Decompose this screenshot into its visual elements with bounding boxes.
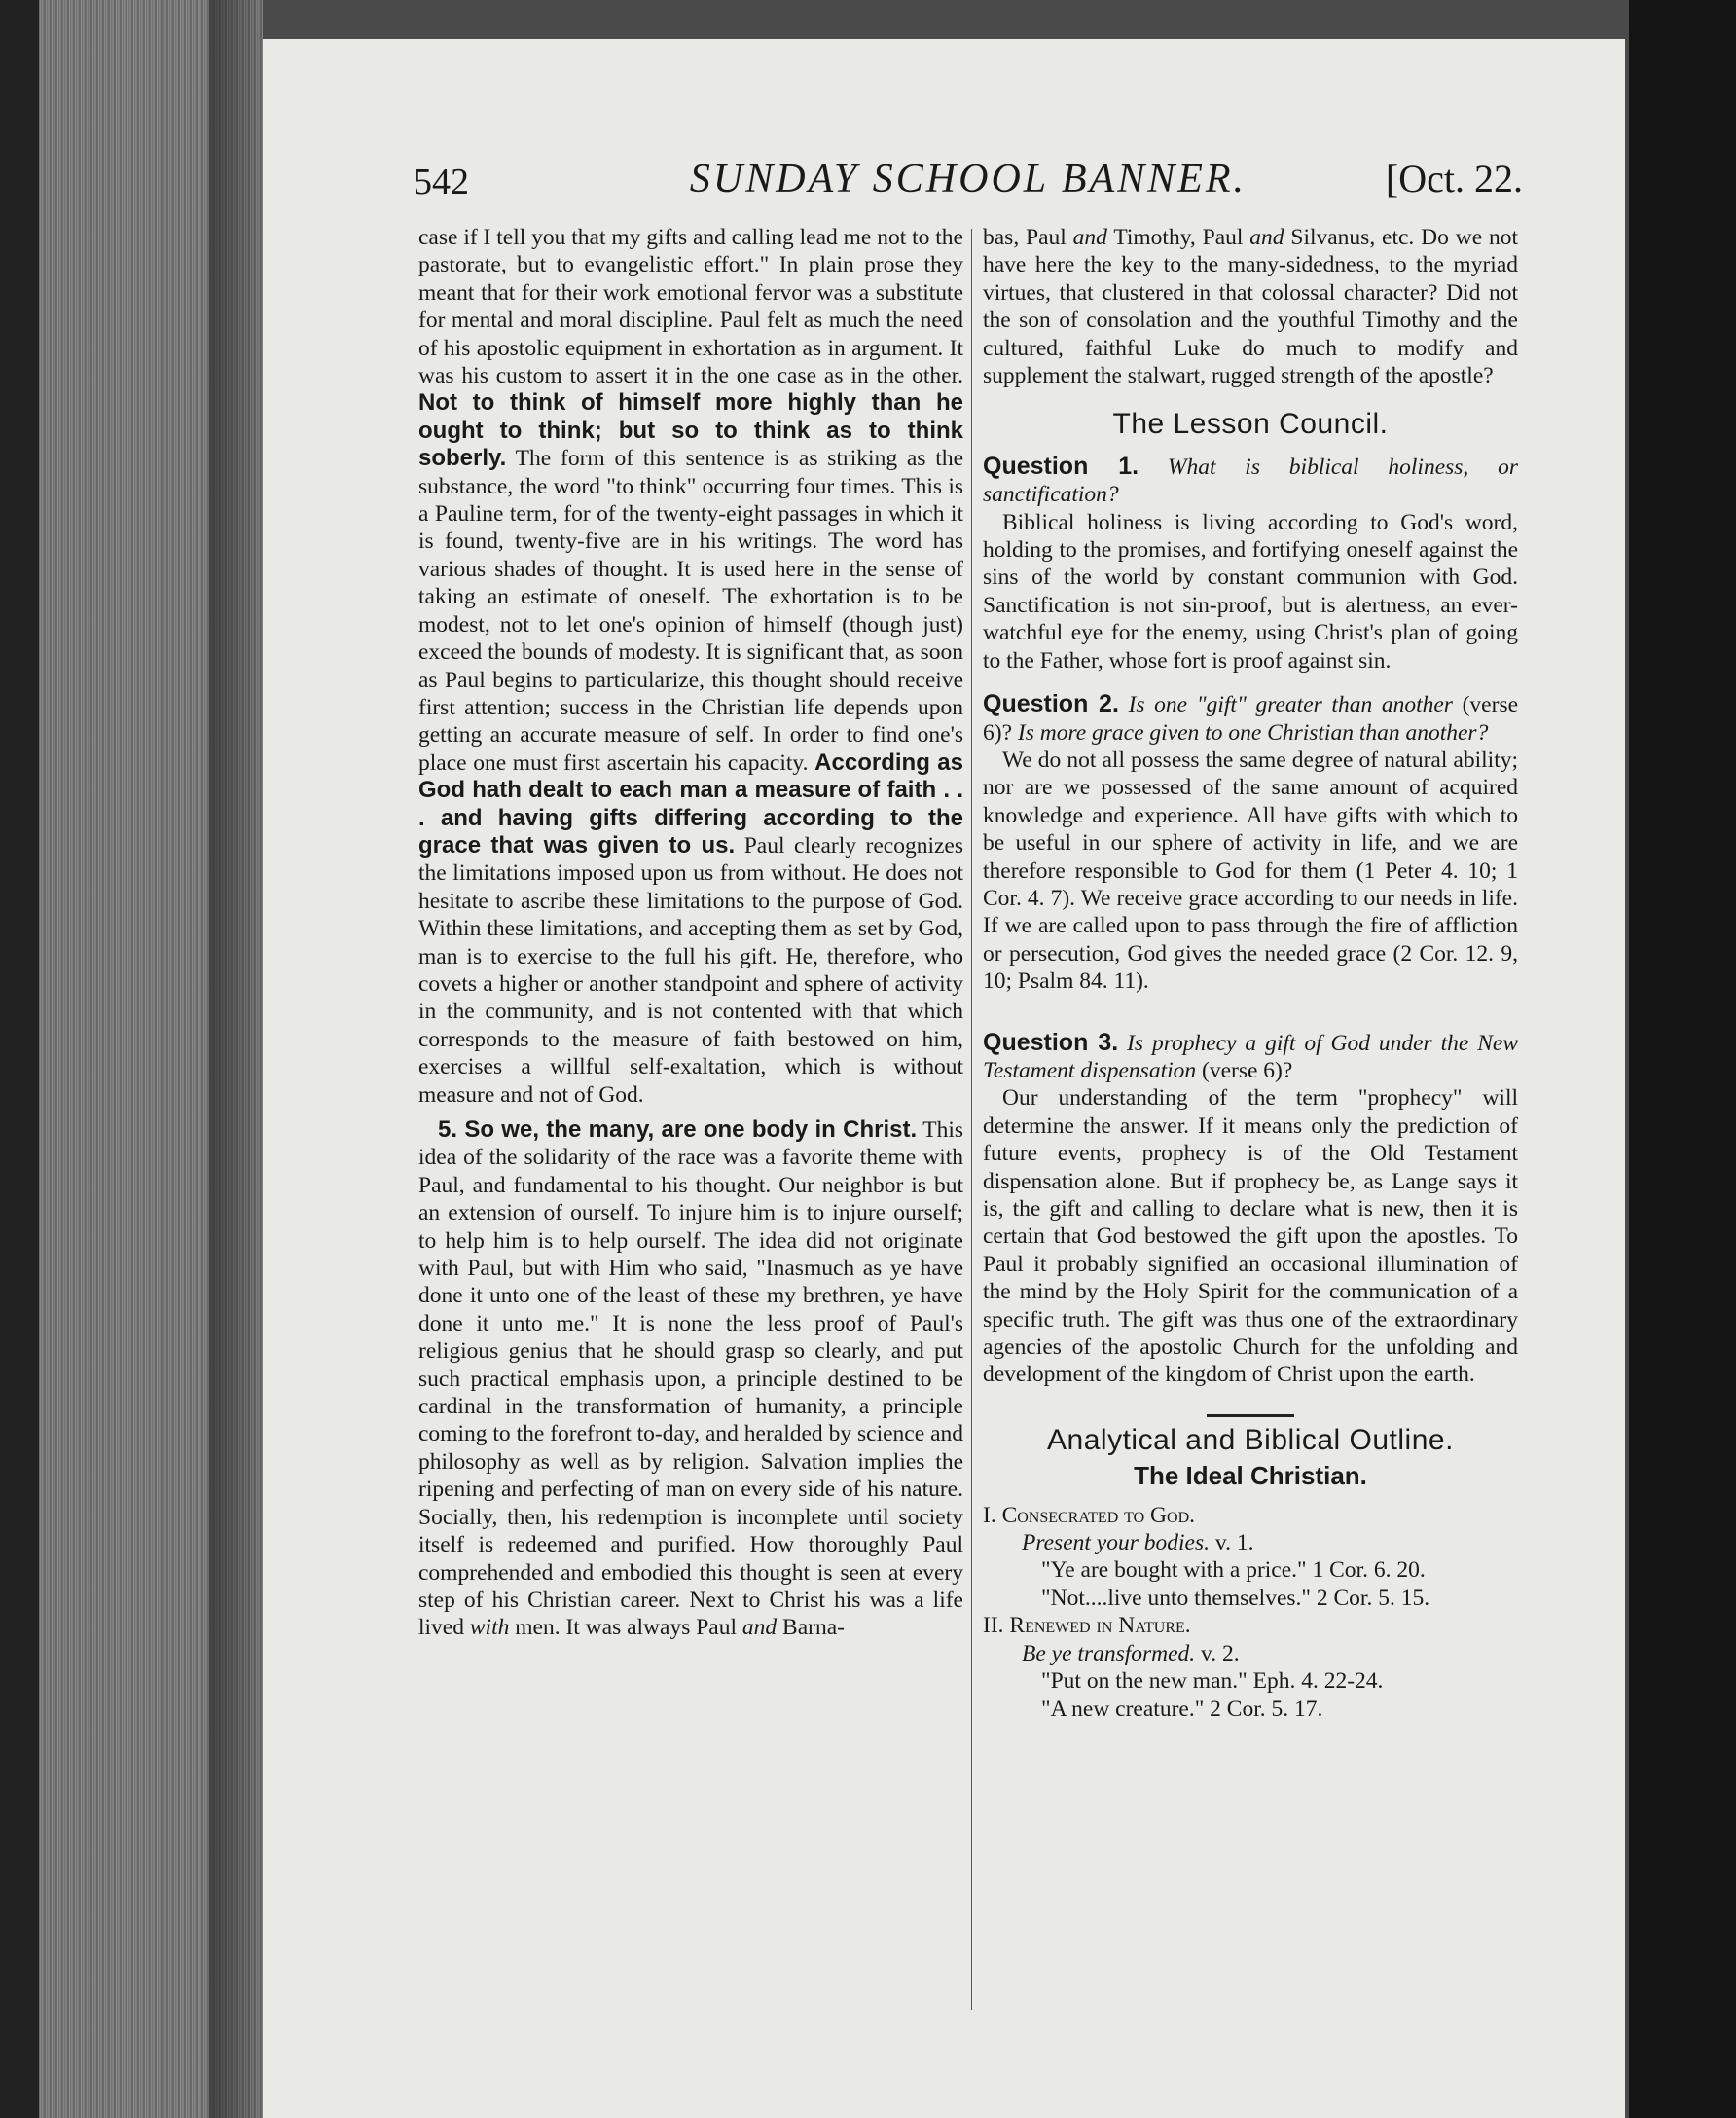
lesson-council-heading: The Lesson Council. [1112, 408, 1389, 441]
outline-key-text: Be ye transformed. [1022, 1640, 1196, 1666]
question-label: Question 2. [983, 690, 1119, 718]
page-header [414, 151, 1523, 219]
italic-word: and [741, 1615, 778, 1641]
verse-ref: (verse 6)? [983, 692, 1519, 746]
question-text: Is more grace given to one Christian than another? [1017, 719, 1489, 746]
answer-2: We do not all possess the same degree of natural ability; nor are we possessed of the same amount of acquired knowledge and experience. All have gifts with which to be useful in our sphere of activity in life, and we are therefore responsible to God for them (1 Peter 4. 10; 1 Cor. 4. 7). We receive grace according to our needs in life. If we are called upon to pass through the fire of affliction or persecution, God gives the needed grace (2 Cor. 12. 9, 10; Psalm 84. 11). [983, 747, 1518, 995]
outline-line: "A new creature." 2 Cor. 5. 17. [1041, 1696, 1323, 1722]
outline-subtitle: The Ideal Christian. [1134, 1461, 1367, 1491]
outline-heading: Analytical and Biblical Outline. [1047, 1423, 1454, 1456]
italic-word: and [1072, 225, 1107, 250]
outline-item-2 [983, 1612, 1518, 1639]
text-run: men. It was always Paul [515, 1615, 738, 1641]
question-2 [983, 690, 1518, 747]
question-1 [983, 453, 1518, 509]
text-run: Paul clearly recognizes the limitations imposed upon us from without. He does not hesitate to ascribe these limitations to the purpose of God. Within these limitations, and accepting them as set by God, man is to exercise to the full his gift. He, therefore, who covets a higher or another standpoint and sphere of activity in the community, and is not contented with that which corresponds to the measure of faith bestowed on him, exercises a willful self-exaltation, which is without measure and not of God. [418, 832, 964, 1108]
left-paragraph-2 [418, 1116, 963, 1642]
outline-ref: v. 2. [1201, 1640, 1240, 1666]
text-run: Barna- [782, 1615, 845, 1641]
bold-verse: According as God hath dealt to each man a measure of faith . . . and having gifts differing according to the grace that was given to us. [418, 749, 963, 858]
outline-heading-text: Consecrated to God. [1001, 1502, 1196, 1528]
running-title: SUNDAY SCHOOL BANNER. [689, 157, 1248, 201]
book-page [263, 39, 1625, 2118]
bold-verse: 5. So we, the many, are one body in Christ. [438, 1116, 918, 1143]
answer-3: Our understanding of the term "prophecy" will determine the answer. If it means only the prediction of future events, prophecy is of the Old Testament dispensation alone. But if prophecy be, as Lange says it is, the gift and calling to declare what is new, then it is certain that God bestowed the gift upon the apostles. To Paul it probably signified an occasional illumination of the mind by the Holy Spirit for the communication of a specific truth. The gift was thus one of the extraordinary agencies of the apostolic Church for the unfolding and development of the kingdom of Christ upon the earth. [983, 1085, 1518, 1388]
column-divider [971, 229, 972, 2010]
text-run: Timothy, Paul [1113, 225, 1244, 250]
left-column [418, 224, 963, 1642]
italic-word: and [1249, 225, 1284, 250]
text-run: case if I tell you that my gifts and calling lead me not to the pastorate, but to evangelistic effort." In plain prose they meant that for their work emotional fervor was a substitute for mental and moral discipline. Paul felt as much the need of his apostolic equipment in exhortation as in argument. It was his custom to assert it in the one case as in the other. [418, 225, 963, 389]
section-rule [1207, 1414, 1294, 1417]
outline-list [983, 1502, 1518, 1723]
outline-line: "Ye are bought with a price." 1 Cor. 6. 20. [1041, 1557, 1426, 1584]
question-text: Is prophecy a gift of God under the New Testament dispensation [983, 1030, 1519, 1083]
issue-date: [Oct. 22. [1385, 157, 1523, 201]
spine-shadow [209, 0, 268, 2118]
page-number: 542 [414, 162, 469, 202]
outline-key-text: Present your bodies. [1022, 1530, 1210, 1556]
question-text: Is one "gift" greater than another [1128, 692, 1453, 718]
question-label: Question 3. [983, 1028, 1119, 1056]
text-run: Silvanus, etc. Do we not have here the key to the many-sidedness, to the myriad virtues, that clustered in that colossal character? Did not the son of consolation and the youthful Timothy and the cultured, faithful Luke do much to modify and supplement the stalwart, rugged strength of the apostle? [983, 225, 1518, 389]
facing-page-edge [1629, 0, 1736, 2118]
italic-word: with [469, 1615, 510, 1641]
outline-item-1 [983, 1502, 1518, 1529]
question-3 [983, 1029, 1518, 1085]
outline-numeral: II. [983, 1613, 1004, 1639]
right-column [983, 224, 1518, 1723]
outline-numeral: I. [983, 1502, 996, 1528]
outline-ref: v. 1. [1214, 1530, 1254, 1556]
text-run: This idea of the solidarity of the race was a favorite theme with Paul, and fundamental to his thought. Our neighbor is but an extension of ourself. To injure him is to injure ourself; to help him is to help ourself. The idea did not originate with Paul, but with Him who said, "Inasmuch as ye have done it unto one of the least of these my brethren, ye have done it unto me." It is none the less proof of Paul's religious genius that he should grasp so clearly, and put such practical emphasis upon, a principle destined to be cardinal in the transformation of humanity, a principle coming to the forefront to-day, and heralded by science and philosophy as well as by religion. Salvation implies the ripening and perfecting of man on every side of his nature. Socially, then, his redemption is incomplete until society itself is redeemed and purified. How thoroughly Paul comprehended and embodied this thought is seen at every step of his Christian career. Next to Christ his was a life lived [418, 1117, 964, 1641]
outline-key-1 [1022, 1529, 1518, 1556]
bold-verse: Not to think of himself more highly than he ought to think; but so to think as to think soberly. [418, 389, 963, 472]
text-run: bas, Paul [983, 225, 1067, 250]
book-cover-edge [0, 0, 39, 2118]
outline-line: "Put on the new man." Eph. 4. 22-24. [1041, 1668, 1384, 1695]
question-label: Question 1. [983, 452, 1139, 480]
right-continuation [983, 224, 1518, 389]
outline-line: "Not....live unto themselves." 2 Cor. 5. 15. [1041, 1585, 1430, 1611]
outline-key-2 [1022, 1640, 1518, 1667]
left-paragraph-1 [418, 224, 963, 1109]
answer-1: Biblical holiness is living according to God's word, holding to the promises, and fortifying oneself against the sins of the world by constant communion with God. Sanctification is not sin-proof, but is alertness, an ever-watchful eye for the enemy, using Christ's plan of going to the Father, whose fort is proof against sin. [983, 509, 1518, 674]
verse-ref: (verse 6)? [1202, 1057, 1293, 1083]
question-text: What is biblical holiness, or sanctification? [983, 454, 1519, 508]
text-run: The form of this sentence is as striking as the substance, the word "to think" occurring four times. This is a Pauline term, for of the twenty-eight passages in which it is found, twenty-five are in his writings. The word has various shades of thought. It is used here in the sense of taking an estimate of oneself. The exhortation is to be modest, not to let one's opinion of himself (though just) exceed the bounds of modesty. It is significant that, as soon as Paul begins to particularize, this thought should receive first attention; success in the Christian life depends upon getting an accurate measure of self. In order to find one's place one must first ascertain his capacity. [418, 446, 964, 776]
outline-heading-text: Renewed in Nature. [1009, 1613, 1191, 1639]
